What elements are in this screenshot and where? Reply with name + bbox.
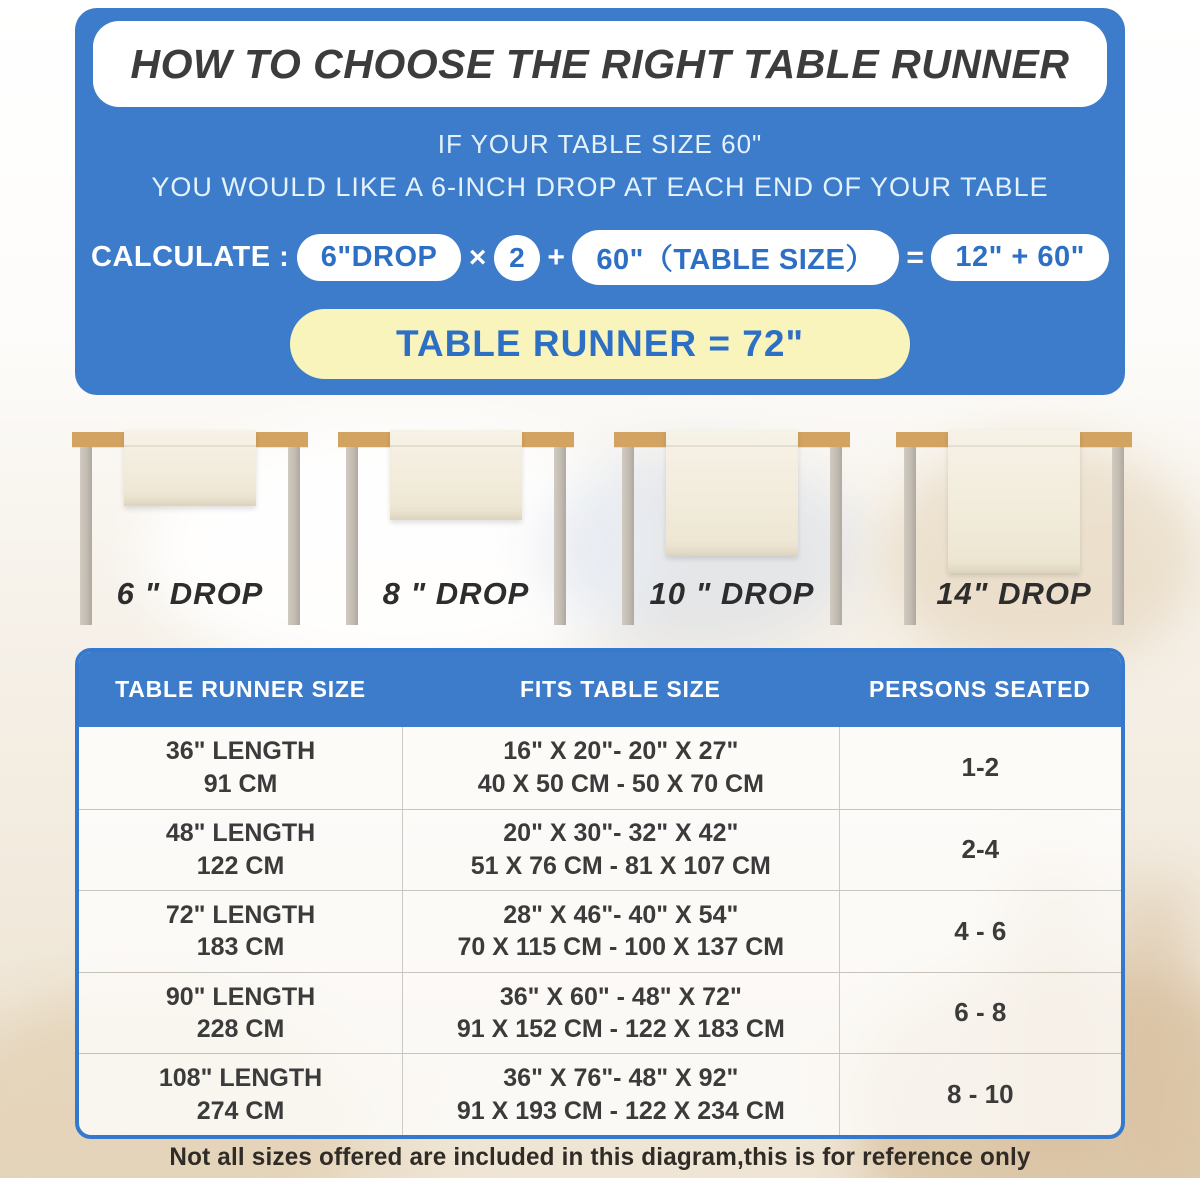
- table-size-pill: 60"（TABLE SIZE）: [572, 230, 899, 285]
- table-row: [79, 727, 1121, 809]
- drop-figure-14in: [896, 430, 1132, 640]
- drop-value-pill: 6"DROP: [297, 234, 462, 281]
- runner-size-cm: 91 CM: [203, 769, 278, 798]
- multiplier-badge: 2: [494, 235, 540, 281]
- column-header-fits-table-size: FITS TABLE SIZE: [519, 676, 721, 702]
- fits-size-inches: 36" X 60" - 48" X 72": [499, 982, 742, 1011]
- drop-label: 8 " DROP: [382, 576, 530, 611]
- drop-figure-8in: [338, 430, 574, 640]
- fits-size-cell: [402, 727, 839, 809]
- runner-size-inches: 36" LENGTH: [165, 737, 316, 766]
- table-row: [79, 1053, 1121, 1135]
- table-row: [79, 890, 1121, 972]
- runner-size-inches: 48" LENGTH: [165, 819, 316, 848]
- fits-size-cm: 91 X 193 CM - 122 X 234 CM: [456, 1096, 785, 1125]
- persons-seated-cell: 1-2: [839, 727, 1121, 809]
- drop-label: 6 " DROP: [116, 576, 264, 611]
- runner-illustration: [948, 430, 1080, 573]
- title-banner: [93, 21, 1107, 107]
- table-row: [79, 809, 1121, 891]
- size-chart-header: [79, 652, 1121, 727]
- calculation-row: [75, 230, 1125, 285]
- fits-size-inches: 16" X 20"- 20" X 27": [503, 737, 739, 766]
- fits-size-cm: 91 X 152 CM - 122 X 183 CM: [456, 1015, 785, 1044]
- persons-seated-cell: 4 - 6: [839, 891, 1121, 972]
- runner-size-inches: 90" LENGTH: [165, 982, 316, 1011]
- drop-figure-10in: [614, 430, 850, 640]
- page-title: HOW TO CHOOSE THE RIGHT TABLE RUNNER: [130, 40, 1070, 87]
- runner-illustration: [666, 430, 798, 556]
- table-runner-result-banner: TABLE RUNNER = 72": [290, 309, 910, 379]
- header-panel: [75, 8, 1125, 395]
- drop-figure-6in: [72, 430, 308, 640]
- column-header-runner-size: TABLE RUNNER SIZE: [115, 676, 366, 702]
- persons-seated-cell: 6 - 8: [839, 973, 1121, 1054]
- runner-size-cell: [79, 891, 402, 972]
- subtitle-line-2: YOU WOULD LIKE A 6-INCH DROP AT EACH END OF YOUR TABLE: [151, 172, 1049, 202]
- runner-size-cm: 183 CM: [196, 933, 285, 962]
- fits-size-cell: [402, 1054, 839, 1135]
- persons-seated-cell: 2-4: [839, 810, 1121, 891]
- runner-size-cm: 228 CM: [196, 1015, 285, 1044]
- runner-size-cm: 274 CM: [196, 1096, 285, 1125]
- plus-operator: +: [547, 240, 565, 274]
- equals-operator: =: [906, 240, 924, 274]
- fits-size-cell: [402, 973, 839, 1054]
- size-chart-body: [79, 727, 1121, 1135]
- runner-illustration: [390, 430, 522, 520]
- footer-note: Not all sizes offered are included in this diagram,this is for reference only: [169, 1143, 1031, 1171]
- fits-size-inches: 20" X 30"- 32" X 42": [503, 819, 739, 848]
- runner-size-cm: 122 CM: [196, 851, 285, 880]
- runner-size-inches: 108" LENGTH: [158, 1064, 323, 1093]
- fits-size-inches: 36" X 76"- 48" X 92": [503, 1064, 739, 1093]
- fits-size-cm: 40 X 50 CM - 50 X 70 CM: [477, 769, 764, 798]
- drop-label: 14" DROP: [936, 576, 1092, 611]
- fits-size-cm: 51 X 76 CM - 81 X 107 CM: [470, 851, 771, 880]
- runner-size-cell: [79, 1054, 402, 1135]
- multiply-operator: ×: [468, 240, 487, 274]
- column-header-persons-seated: PERSONS SEATED: [868, 676, 1091, 702]
- subtitle-line-1: IF YOUR TABLE SIZE 60": [437, 129, 763, 159]
- calculate-label: CALCULATE :: [91, 241, 290, 273]
- fits-size-cell: [402, 810, 839, 891]
- table-row: [79, 972, 1121, 1054]
- background-blob: [1120, 880, 1190, 1178]
- runner-size-inches: 72" LENGTH: [165, 900, 316, 929]
- fits-size-inches: 28" X 46"- 40" X 54": [503, 900, 739, 929]
- size-chart: [75, 648, 1125, 1139]
- runner-illustration: [124, 430, 256, 506]
- persons-seated-cell: 8 - 10: [839, 1054, 1121, 1135]
- runner-size-cell: [79, 973, 402, 1054]
- fits-size-cm: 70 X 115 CM - 100 X 137 CM: [457, 933, 785, 962]
- fits-size-cell: [402, 891, 839, 972]
- runner-size-cell: [79, 727, 402, 809]
- drop-label: 10 " DROP: [649, 576, 815, 611]
- sum-pill: 12" + 60": [931, 234, 1109, 281]
- runner-size-cell: [79, 810, 402, 891]
